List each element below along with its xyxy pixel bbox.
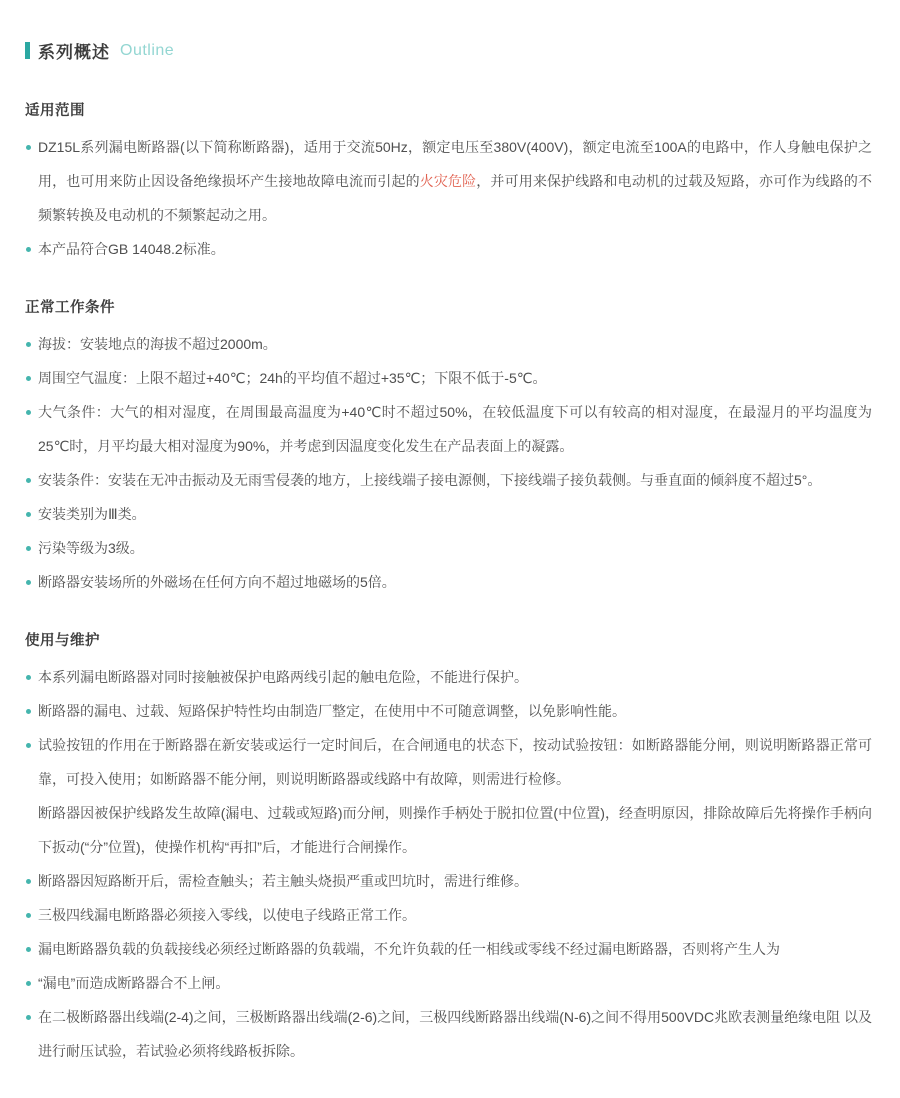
highlighted-text: 火灾危险: [419, 173, 477, 189]
text-segment: ，并可用来保护线路和电动机的过载及短路，亦可作为线路的不频繁转换及电动机的不频繁起动之用。: [38, 173, 873, 223]
item-text: [38, 370, 546, 386]
item-text: [38, 907, 416, 923]
list-item: [25, 361, 872, 395]
list-item: [25, 660, 872, 694]
text-segment: DZ15L系列漏电断路器(以下简称断路器)，适用于交流50Hz，额定电压至380V(400V)，额定电流至100A的电路中，作人身触电保护之用，也可用来防止因设备绝缘损坏产生接地故障电流而引起的: [38, 139, 872, 189]
text-segment: 安装类别为Ⅲ类。: [38, 506, 146, 522]
section-heading: 使用与维护: [25, 633, 100, 649]
text-segment: 大气条件：大气的相对湿度，在周围最高温度为+40℃时不超过50%，在较低温度下可以有较高的相对湿度，在最湿月的平均温度为25℃时，月平均最大相对湿度为90%，并考虑到因温度变化发生在产品表面上的凝露。: [38, 404, 872, 454]
bullet-dot-icon: [26, 879, 31, 884]
bullet-dot-icon: [26, 546, 31, 551]
text-segment: 试验按钮的作用在于断路器在新安装或运行一定时间后，在合闸通电的状态下，按动试验按钮：如断路器能分闸，则说明断路器正常可靠，可投入使用；如断路器不能分闸，则说明断路器或线路中有故障，则需进行检修。: [38, 737, 872, 787]
text-segment: 周围空气温度：上限不超过+40℃；24h的平均值不超过+35℃；下限不低于-5℃。: [38, 370, 547, 386]
item-text: [38, 574, 396, 590]
bullet-dot-icon: [26, 478, 31, 483]
item-text: [38, 1009, 872, 1059]
item-text: [38, 975, 229, 991]
item-text: [38, 805, 872, 855]
bullet-dot-icon: [26, 709, 31, 714]
bullet-list: [25, 327, 872, 599]
bullet-list: [25, 660, 872, 1068]
list-item: [25, 728, 872, 796]
section-heading: 适用范围: [25, 103, 85, 119]
text-segment: 断路器因被保护线路发生故障(漏电、过载或短路)而分闸，则操作手柄处于脱扣位置(中位置)，经查明原因，排除故障后先将操作手柄向下扳动(“分”位置)，使操作机构“再扣”后，才能进行合闸操作。: [38, 805, 872, 855]
item-text: [38, 873, 528, 889]
list-item: [25, 327, 872, 361]
list-item: [25, 864, 872, 898]
text-segment: 漏电断路器负载的负载接线必须经过断路器的负载端，不允许负载的任一相线或零线不经过漏电断路器，否则将产生人为: [38, 941, 780, 957]
page-title: 系列概述: [38, 43, 110, 62]
bullet-dot-icon: [26, 145, 31, 150]
list-item: [25, 497, 872, 531]
text-segment: 三极四线漏电断路器必须接入零线，以使电子线路正常工作。: [38, 907, 416, 923]
accent-bar-icon: [25, 42, 30, 59]
text-segment: 断路器安装场所的外磁场在任何方向不超过地磁场的5倍。: [38, 574, 396, 590]
section: [25, 99, 872, 266]
list-item: [25, 898, 872, 932]
bullet-dot-icon: [26, 981, 31, 986]
list-item: [25, 395, 872, 463]
item-text: [38, 506, 146, 522]
item-text: [38, 540, 144, 556]
bullet-dot-icon: [26, 342, 31, 347]
item-text: [38, 139, 872, 223]
list-item-continuation: [25, 796, 872, 864]
list-item: [25, 932, 872, 966]
item-text: [38, 472, 821, 488]
text-segment: 本产品符合GB 14048.2标准。: [38, 241, 225, 257]
bullet-dot-icon: [26, 947, 31, 952]
bullet-dot-icon: [26, 410, 31, 415]
list-item: [25, 463, 872, 497]
list-item: [25, 565, 872, 599]
list-item: [25, 130, 872, 232]
section-heading: 正常工作条件: [25, 300, 115, 316]
page-subtitle: Outline: [120, 41, 175, 59]
bullet-dot-icon: [26, 376, 31, 381]
list-item: [25, 694, 872, 728]
text-segment: “漏电”而造成断路器合不上闸。: [38, 975, 230, 991]
bullet-dot-icon: [26, 743, 31, 748]
bullet-dot-icon: [26, 1015, 31, 1020]
list-item: [25, 531, 872, 565]
text-segment: 本系列漏电断路器对同时接触被保护电路两线引起的触电危险，不能进行保护。: [38, 669, 528, 685]
bullet-list: [25, 130, 872, 266]
bullet-dot-icon: [26, 675, 31, 680]
text-segment: 安装条件：安装在无冲击振动及无雨雪侵袭的地方，上接线端子接电源侧，下接线端子接负载侧。与垂直面的倾斜度不超过5°。: [38, 472, 822, 488]
item-text: [38, 336, 277, 352]
sections-container: [25, 99, 872, 1068]
bullet-dot-icon: [26, 247, 31, 252]
item-text: [38, 737, 872, 787]
list-item: [25, 232, 872, 266]
text-segment: 海拔：安装地点的海拔不超过2000m。: [38, 336, 277, 352]
item-text: [38, 669, 528, 685]
list-item: [25, 966, 872, 1000]
item-text: [38, 941, 780, 957]
bullet-dot-icon: [26, 913, 31, 918]
list-item: [25, 1000, 872, 1068]
page-header: [25, 38, 872, 63]
item-text: [38, 703, 626, 719]
item-text: [38, 241, 225, 257]
text-segment: 断路器的漏电、过载、短路保护特性均由制造厂整定，在使用中不可随意调整，以免影响性能。: [38, 703, 626, 719]
item-text: [38, 404, 872, 454]
bullet-dot-icon: [26, 512, 31, 517]
text-segment: 污染等级为3级。: [38, 540, 144, 556]
section: [25, 629, 872, 1068]
section: [25, 296, 872, 599]
bullet-dot-icon: [26, 580, 31, 585]
text-segment: 断路器因短路断开后，需检查触头；若主触头烧损严重或凹坑时，需进行维修。: [38, 873, 528, 889]
text-segment: 在二极断路器出线端(2-4)之间，三极断路器出线端(2-6)之间，三极四线断路器出线端(N-6)之间不得用500VDC兆欧表测量绝缘电阻 以及进行耐压试验，若试验必须将线路板拆除。: [38, 1009, 872, 1059]
